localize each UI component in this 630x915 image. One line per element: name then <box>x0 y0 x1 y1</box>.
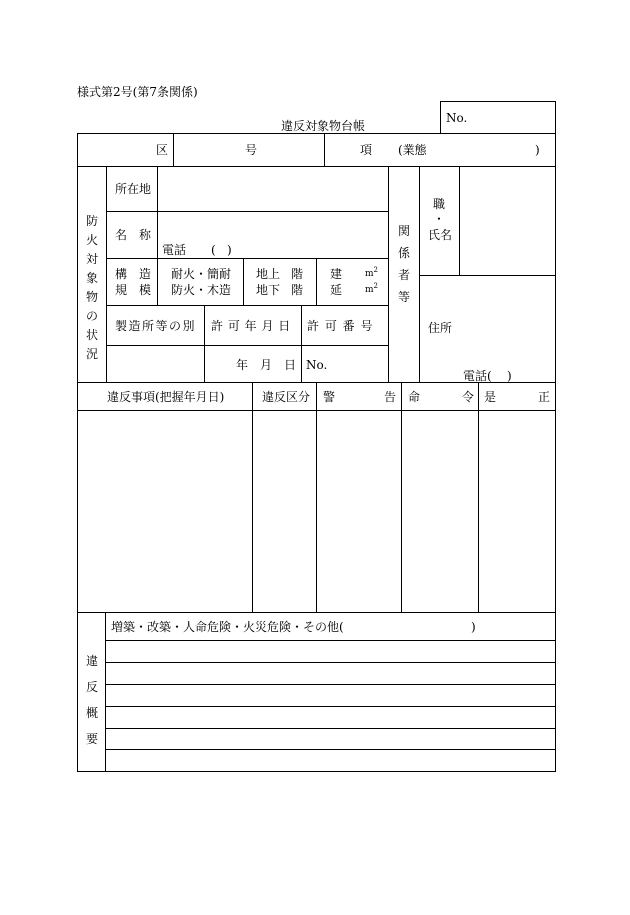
factory-type-label: 製造所等の別 <box>115 319 197 333</box>
phone-paren-close: ) <box>227 243 232 257</box>
location-label: 所在地 <box>115 182 152 196</box>
building-area-label: 建 <box>330 267 343 281</box>
address-label: 住所 <box>428 321 453 335</box>
correction-header-1: 是 <box>484 390 497 404</box>
below-floor-label: 階 <box>291 283 304 297</box>
above-ground-label: 地上 <box>256 267 281 281</box>
kou-label: 項 <box>360 143 373 157</box>
phone-label: 電話 <box>162 243 187 257</box>
above-floor-label: 階 <box>291 267 304 281</box>
name-label-2: 称 <box>139 228 152 242</box>
related-person-label: 関係者等 <box>397 224 410 304</box>
position-label-1: 職 <box>433 197 446 211</box>
scale-label-1: 規 <box>115 283 128 297</box>
struct-label-1: 構 <box>115 267 128 281</box>
go-label: 号 <box>245 143 258 157</box>
order-header-1: 命 <box>408 390 421 404</box>
summary-first-line: 増築・改築・人命危険・火災危険・その他( <box>111 620 344 634</box>
form-title: 違反対象物台帳 <box>281 119 366 133</box>
year-label: 年 <box>236 358 249 372</box>
gyotai-close: ) <box>535 143 540 157</box>
permit-number-label: 許 可 番 号 <box>307 319 374 333</box>
scale-label-2: 模 <box>139 283 152 297</box>
name-label-1: 名 <box>115 228 128 242</box>
permit-no-label: No. <box>306 358 328 372</box>
total-area-label: 延 <box>330 283 343 297</box>
related-phone-close: ) <box>507 369 512 383</box>
correction-header-2: 正 <box>538 390 551 404</box>
sqm-unit-2: $m^2$ <box>365 282 379 295</box>
order-header-2: 令 <box>462 390 475 404</box>
gyotai-open: (業態 <box>398 143 427 157</box>
facility-status-label: 防火対象物の状況 <box>85 214 98 361</box>
fire-proof-wood-option: 防火・木造 <box>171 283 232 297</box>
position-label-dot: ・ <box>433 212 446 226</box>
fire-resist-option: 耐火・簡耐 <box>171 267 232 281</box>
summary-first-line-close: ) <box>471 620 476 634</box>
position-label-2: 氏名 <box>428 228 453 242</box>
sqm-unit-1: $m^2$ <box>365 266 379 279</box>
violation-summary-label: 違反概要 <box>85 654 98 746</box>
below-ground-label: 地下 <box>256 283 281 297</box>
no-label: No. <box>446 111 468 125</box>
warning-header-2: 告 <box>384 390 397 404</box>
related-phone-label: 電話( <box>463 369 492 383</box>
month-label: 月 <box>260 358 273 372</box>
ku-label: 区 <box>156 143 169 157</box>
form-id: 様式第2号(第7条関係) <box>77 85 198 99</box>
permit-date-label: 許 可 年 月 日 <box>211 319 291 333</box>
phone-paren-open: ( <box>211 243 216 257</box>
warning-header-1: 警 <box>323 390 336 404</box>
day-label: 日 <box>284 358 297 372</box>
struct-label-2: 造 <box>139 267 152 281</box>
violation-category-header: 違反区分 <box>262 390 311 404</box>
violation-item-header: 違反事項(把握年月日) <box>107 390 225 404</box>
